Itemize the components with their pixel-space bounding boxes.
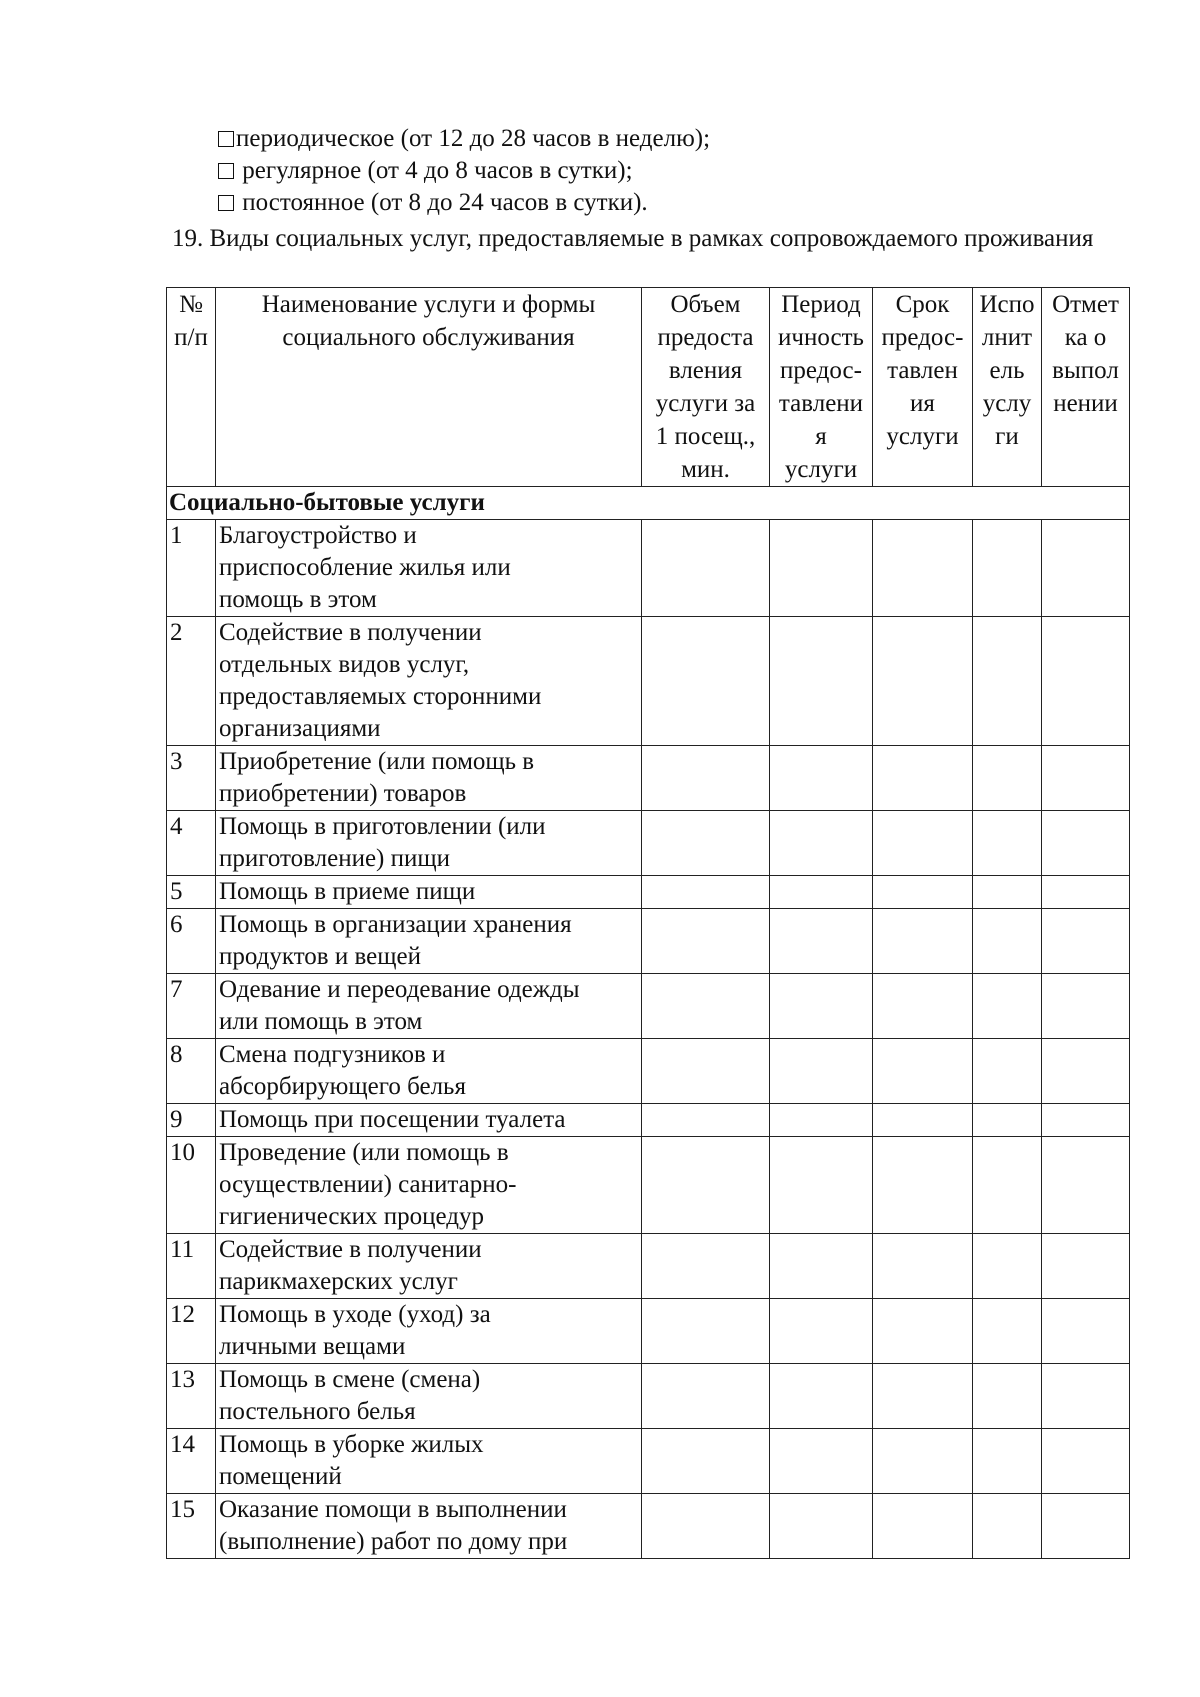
service-name: [216, 617, 642, 746]
executor-cell[interactable]: [973, 1494, 1042, 1559]
group-title: Социально-бытовые услуги: [167, 487, 1130, 520]
volume-cell[interactable]: [642, 909, 770, 974]
service-name-line: Одевание и переодевание одежды: [219, 976, 580, 1003]
group-row: [167, 487, 1130, 520]
header-line: нении: [1053, 390, 1118, 417]
service-name-line: Помощь в смене (смена): [219, 1366, 481, 1393]
mark-cell[interactable]: [1042, 1039, 1130, 1104]
mark-cell[interactable]: [1042, 746, 1130, 811]
term-cell[interactable]: [873, 1104, 973, 1137]
mark-cell[interactable]: [1042, 1494, 1130, 1559]
table-row: [167, 1234, 1130, 1299]
service-name-line: приготовление) пищи: [219, 845, 451, 872]
service-name-line: организациями: [219, 715, 381, 742]
service-name: [216, 974, 642, 1039]
volume-cell[interactable]: [642, 811, 770, 876]
header-line: предос-: [881, 324, 964, 351]
header-line: Отмет: [1052, 291, 1119, 318]
term-cell[interactable]: [873, 1234, 973, 1299]
periodicity-cell[interactable]: [770, 1104, 873, 1137]
executor-cell[interactable]: [973, 1104, 1042, 1137]
volume-cell[interactable]: [642, 520, 770, 617]
mark-cell[interactable]: [1042, 1137, 1130, 1234]
header-line: ель: [989, 357, 1025, 384]
service-name-line: Содействие в получении: [219, 1236, 482, 1263]
service-name-line: личными вещами: [219, 1333, 406, 1360]
header-line: предос-: [780, 357, 862, 384]
volume-cell[interactable]: [642, 876, 770, 909]
header-line: Период: [781, 291, 861, 318]
header-line: Срок: [895, 291, 950, 318]
periodicity-cell[interactable]: [770, 1137, 873, 1234]
executor-cell[interactable]: [973, 1234, 1042, 1299]
service-name: [216, 1104, 642, 1137]
service-name-line: Оказание помощи в выполнении: [219, 1496, 567, 1523]
row-number: 8: [167, 1039, 216, 1104]
executor-cell[interactable]: [973, 909, 1042, 974]
service-name: [216, 746, 642, 811]
mark-cell[interactable]: [1042, 876, 1130, 909]
volume-cell[interactable]: [642, 1494, 770, 1559]
option-label: регулярное (от 4 до 8 часов в сутки);: [236, 157, 633, 184]
header-line: Наименование услуги и формы: [261, 291, 596, 318]
mark-cell[interactable]: [1042, 1104, 1130, 1137]
service-name: [216, 811, 642, 876]
header-line: услуги: [784, 456, 858, 483]
header-line: ги: [995, 423, 1019, 450]
periodicity-cell[interactable]: [770, 520, 873, 617]
header-term: [873, 288, 973, 487]
executor-cell[interactable]: [973, 1364, 1042, 1429]
term-cell[interactable]: [873, 617, 973, 746]
table-row: [167, 520, 1130, 617]
service-name-line: Помощь в приеме пищи: [219, 878, 476, 905]
service-name-line: Благоустройство и: [219, 522, 417, 549]
service-name-line: абсорбирующего белья: [219, 1073, 466, 1100]
header-line: ичность: [778, 324, 864, 351]
row-number: 12: [167, 1299, 216, 1364]
service-name: [216, 1494, 642, 1559]
row-number: 7: [167, 974, 216, 1039]
volume-cell[interactable]: [642, 1104, 770, 1137]
row-number: 2: [167, 617, 216, 746]
service-name-line: Проведение (или помощь в: [219, 1139, 509, 1166]
header-volume: [642, 288, 770, 487]
executor-cell[interactable]: [973, 520, 1042, 617]
table-row: [167, 1299, 1130, 1364]
header-line: социального обслуживания: [282, 324, 575, 351]
periodicity-cell[interactable]: [770, 1234, 873, 1299]
row-number: 11: [167, 1234, 216, 1299]
service-name-line: Приобретение (или помощь в: [219, 748, 535, 775]
services-table: [166, 287, 1130, 1559]
header-line: Испо: [979, 291, 1035, 318]
table-row: [167, 617, 1130, 746]
header-line: тавлени: [778, 390, 864, 417]
header-line: №: [179, 291, 203, 318]
option-regular: [218, 155, 1118, 187]
row-number: 13: [167, 1364, 216, 1429]
volume-cell[interactable]: [642, 1039, 770, 1104]
periodicity-cell[interactable]: [770, 1039, 873, 1104]
executor-cell[interactable]: [973, 617, 1042, 746]
header-line: ия: [910, 390, 935, 417]
table-row: [167, 1104, 1130, 1137]
header-line: вления: [668, 357, 743, 384]
service-name-line: помещений: [219, 1463, 342, 1490]
table-row: [167, 1137, 1130, 1234]
mark-cell[interactable]: [1042, 520, 1130, 617]
service-name-line: гигиенических процедур: [219, 1203, 485, 1230]
table-body: [167, 487, 1130, 1559]
table-row: [167, 876, 1130, 909]
term-cell[interactable]: [873, 746, 973, 811]
checkbox-icon[interactable]: [218, 131, 234, 147]
header-line: лнит: [981, 324, 1033, 351]
volume-cell[interactable]: [642, 1137, 770, 1234]
mark-cell[interactable]: [1042, 974, 1130, 1039]
mark-cell[interactable]: [1042, 909, 1130, 974]
option-periodic: [218, 123, 1118, 155]
periodicity-cell[interactable]: [770, 1429, 873, 1494]
table-row: [167, 1494, 1130, 1559]
periodicity-cell[interactable]: [770, 1494, 873, 1559]
header-periodicity: [770, 288, 873, 487]
mark-cell[interactable]: [1042, 1364, 1130, 1429]
service-name: [216, 909, 642, 974]
term-cell[interactable]: [873, 1299, 973, 1364]
row-number: 14: [167, 1429, 216, 1494]
service-name: [216, 1429, 642, 1494]
header-line: услуги: [886, 423, 959, 450]
executor-cell[interactable]: [973, 1137, 1042, 1234]
term-cell[interactable]: [873, 520, 973, 617]
term-cell[interactable]: [873, 1494, 973, 1559]
table-header-row: [167, 288, 1130, 487]
header-line: Объем: [670, 291, 741, 318]
header-name: [216, 288, 642, 487]
row-number: 15: [167, 1494, 216, 1559]
service-name-line: осуществлении) санитарно-: [219, 1171, 517, 1198]
term-cell[interactable]: [873, 1137, 973, 1234]
executor-cell[interactable]: [973, 876, 1042, 909]
row-number: 10: [167, 1137, 216, 1234]
executor-cell[interactable]: [973, 1429, 1042, 1494]
header-line: услуги за: [655, 390, 756, 417]
header-line: п/п: [174, 324, 208, 351]
service-name-line: (выполнение) работ по дому при: [219, 1528, 568, 1555]
periodicity-cell[interactable]: [770, 876, 873, 909]
checkbox-icon[interactable]: [218, 163, 234, 179]
header-num: [167, 288, 216, 487]
section-heading: 19. Виды социальных услуг, предоставляемые в рамках сопровождаемого проживания: [172, 225, 1094, 252]
executor-cell[interactable]: [973, 746, 1042, 811]
service-name-line: постельного белья: [219, 1398, 416, 1425]
service-name: [216, 1137, 642, 1234]
service-name: [216, 1364, 642, 1429]
term-cell[interactable]: [873, 1364, 973, 1429]
mark-cell[interactable]: [1042, 1234, 1130, 1299]
executor-cell[interactable]: [973, 974, 1042, 1039]
term-cell[interactable]: [873, 1429, 973, 1494]
mark-cell[interactable]: [1042, 617, 1130, 746]
term-cell[interactable]: [873, 974, 973, 1039]
term-cell[interactable]: [873, 876, 973, 909]
table-row: [167, 909, 1130, 974]
service-name-line: предоставляемых сторонними: [219, 683, 542, 710]
service-name-line: помощь в этом: [219, 586, 377, 613]
mark-cell[interactable]: [1042, 1299, 1130, 1364]
row-number: 3: [167, 746, 216, 811]
row-number: 4: [167, 811, 216, 876]
header-line: услу: [982, 390, 1032, 417]
service-name: [216, 1299, 642, 1364]
mark-cell[interactable]: [1042, 1429, 1130, 1494]
row-number: 9: [167, 1104, 216, 1137]
header-line: выпол: [1052, 357, 1119, 384]
service-name: [216, 1234, 642, 1299]
service-name-line: продуктов и вещей: [219, 943, 421, 970]
service-name: [216, 520, 642, 617]
periodicity-cell[interactable]: [770, 746, 873, 811]
periodicity-cell[interactable]: [770, 909, 873, 974]
mark-cell[interactable]: [1042, 811, 1130, 876]
option-label: периодическое (от 12 до 28 часов в неделю);: [236, 125, 711, 152]
periodicity-cell[interactable]: [770, 617, 873, 746]
service-name-line: Помощь в организации хранения: [219, 911, 572, 938]
header-line: я: [815, 423, 827, 450]
header-line: тавлен: [887, 357, 958, 384]
table-row: [167, 974, 1130, 1039]
service-name-line: Помощь в уборке жилых: [219, 1431, 484, 1458]
volume-cell[interactable]: [642, 974, 770, 1039]
row-number: 1: [167, 520, 216, 617]
header-mark: [1042, 288, 1130, 487]
service-name-line: Помощь в уходе (уход) за: [219, 1301, 491, 1328]
volume-cell[interactable]: [642, 1299, 770, 1364]
header-line: ка о: [1064, 324, 1107, 351]
executor-cell[interactable]: [973, 1299, 1042, 1364]
executor-cell[interactable]: [973, 811, 1042, 876]
periodicity-cell[interactable]: [770, 1364, 873, 1429]
header-line: мин.: [681, 456, 730, 483]
service-name-line: или помощь в этом: [219, 1008, 423, 1035]
volume-cell[interactable]: [642, 617, 770, 746]
service-name-line: Помощь при посещении туалета: [219, 1106, 566, 1133]
table-row: [167, 1429, 1130, 1494]
option-permanent: [218, 187, 1118, 219]
periodicity-cell[interactable]: [770, 811, 873, 876]
checkbox-icon[interactable]: [218, 195, 234, 211]
term-cell[interactable]: [873, 1039, 973, 1104]
volume-cell[interactable]: [642, 746, 770, 811]
periodicity-cell[interactable]: [770, 974, 873, 1039]
term-cell[interactable]: [873, 909, 973, 974]
periodicity-cell[interactable]: [770, 1299, 873, 1364]
service-name-line: парикмахерских услуг: [219, 1268, 458, 1295]
header-line: 1 посещ.,: [655, 423, 756, 450]
volume-cell[interactable]: [642, 1429, 770, 1494]
option-label: постоянное (от 8 до 24 часов в сутки).: [236, 189, 648, 216]
service-frequency-options: [218, 123, 1118, 219]
table-row: [167, 1039, 1130, 1104]
service-name-line: Смена подгузников и: [219, 1041, 446, 1068]
volume-cell[interactable]: [642, 1234, 770, 1299]
service-name: [216, 876, 642, 909]
row-number: 6: [167, 909, 216, 974]
service-name-line: отдельных видов услуг,: [219, 651, 470, 678]
service-name-line: приспособление жилья или: [219, 554, 511, 581]
row-number: 5: [167, 876, 216, 909]
volume-cell[interactable]: [642, 1364, 770, 1429]
service-name: [216, 1039, 642, 1104]
executor-cell[interactable]: [973, 1039, 1042, 1104]
term-cell[interactable]: [873, 811, 973, 876]
table-row: [167, 811, 1130, 876]
header-line: предоста: [657, 324, 754, 351]
service-name-line: приобретении) товаров: [219, 780, 467, 807]
table-row: [167, 1364, 1130, 1429]
service-name-line: Помощь в приготовлении (или: [219, 813, 546, 840]
table-row: [167, 746, 1130, 811]
service-name-line: Содействие в получении: [219, 619, 482, 646]
header-executor: [973, 288, 1042, 487]
